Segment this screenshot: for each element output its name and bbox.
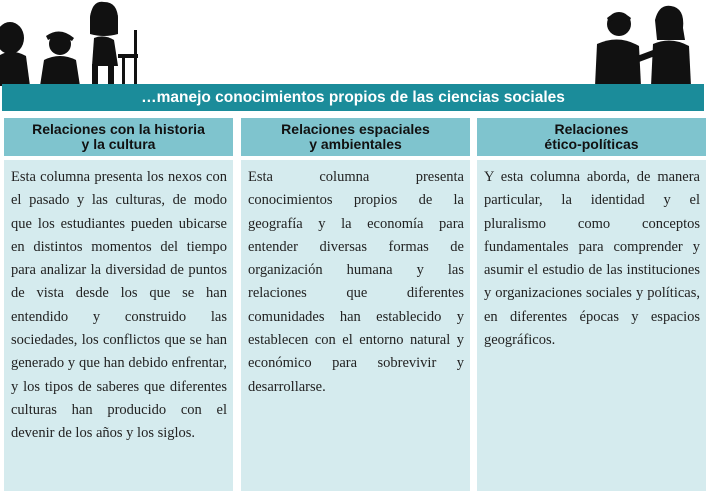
column-heading-text: Relaciones con la historia y la cultura (32, 121, 205, 152)
column-body: Esta columna presenta conocimientos propios de la geografía y la economía para entender diversas formas de organización humana y las relaciones que diferentes comunidades han establecido y establecen con el entorno natural y económico para sobrevivir y desarrollarse. (241, 160, 470, 491)
people-silhouettes-icon (0, 0, 150, 86)
column-body: Y esta columna aborda, de manera particular, la identidad y el pluralismo como conceptos fundamentales para comprender y asumir el estudio de las instituciones y organizaciones sociales y políticas, en diferentes épocas y espacios geográficos. (477, 160, 706, 491)
column-history-culture (4, 118, 233, 491)
column-heading (477, 118, 706, 156)
column-heading (241, 118, 470, 156)
column-heading (4, 118, 233, 156)
column-heading-text: Relaciones ético-políticas (544, 121, 639, 152)
column-body: Esta columna presenta los nexos con el pasado y las culturas, de modo que los estudiantes pueden ubicarse en distintos momentos del tiempo para analizar la diversidad de puntos de vista desde los que se han entendido y construido las sociedades, los conflictos que se han generado y que han debido enfrentar, y los tipos de saberes que diferentes culturas han producido con el devenir de los años y los siglos. (4, 160, 233, 491)
people-silhouettes-icon (591, 0, 701, 86)
page-title: …manejo conocimientos propios de las ciencias sociales (2, 84, 704, 111)
column-ethical-political (477, 118, 706, 491)
column-heading-text: Relaciones espaciales y ambientales (281, 121, 430, 152)
column-spatial-environmental (241, 118, 470, 491)
